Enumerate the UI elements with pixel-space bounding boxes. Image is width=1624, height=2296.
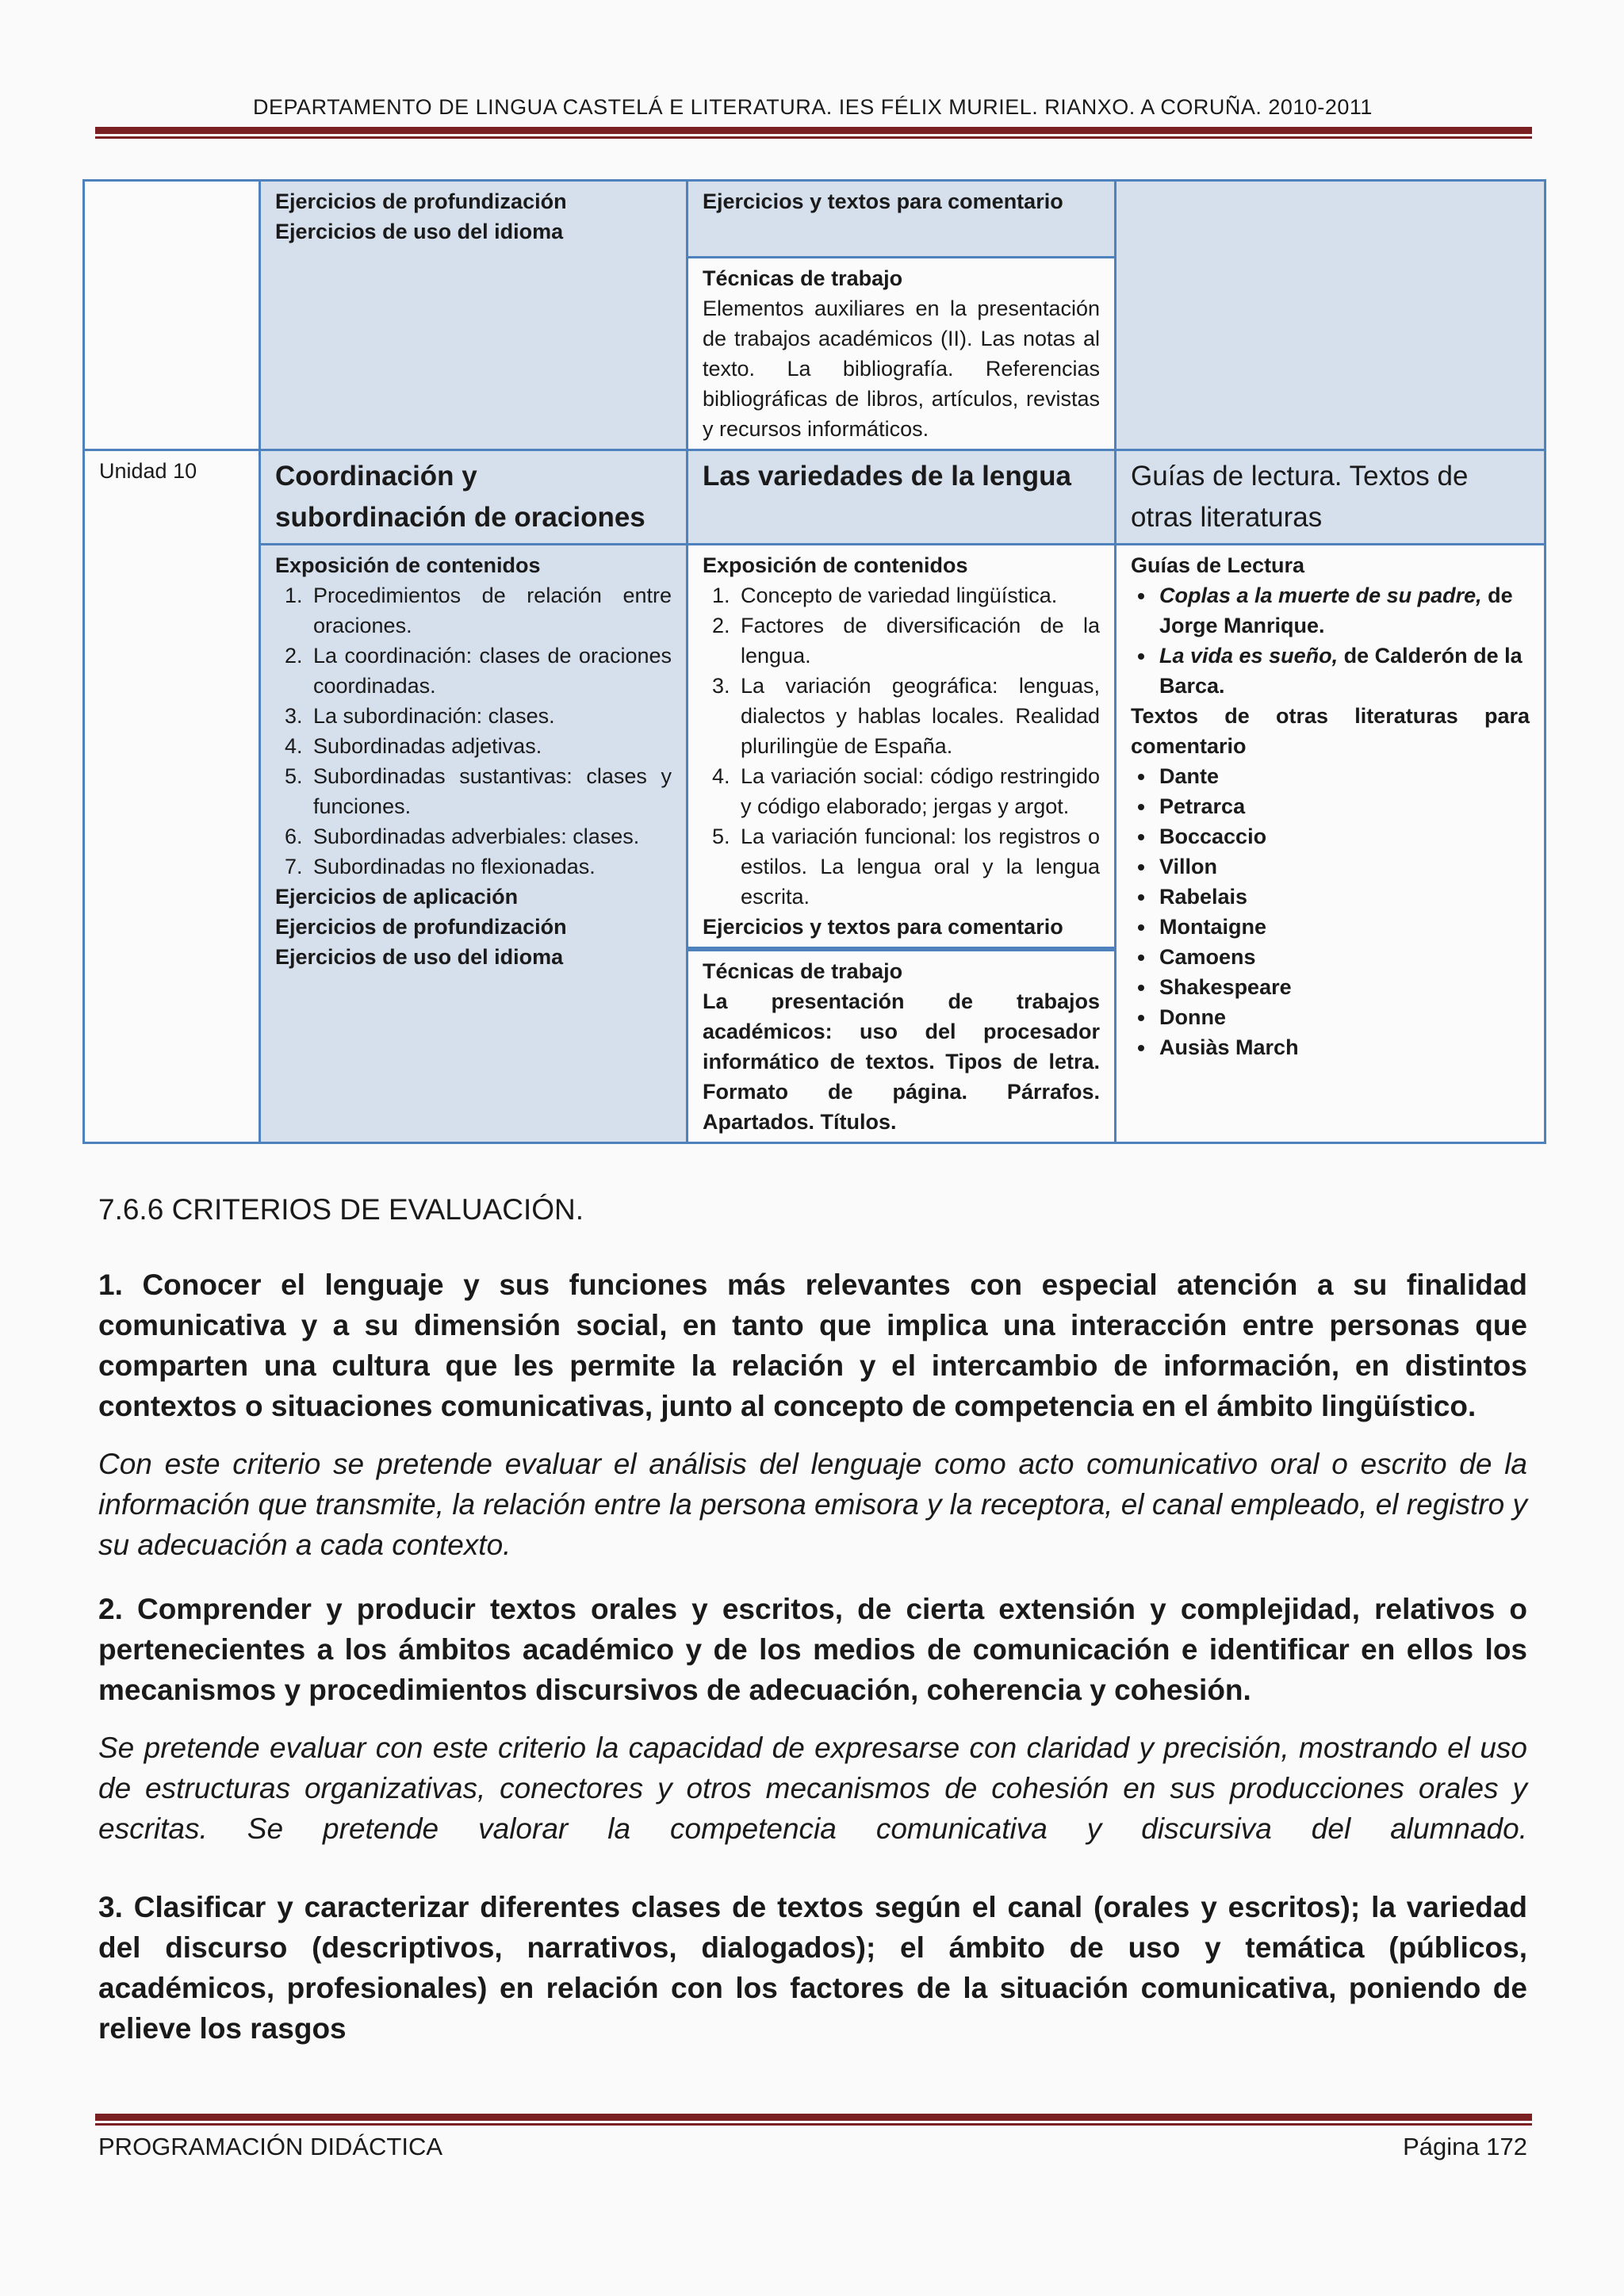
section-heading: 7.6.6 CRITERIOS DE EVALUACIÓN. xyxy=(98,1193,584,1226)
author-item: • Villon xyxy=(1156,851,1530,882)
footer-title: PROGRAMACIÓN DIDÁCTICA xyxy=(98,2133,443,2160)
page-footer xyxy=(98,2133,1527,2161)
document-body xyxy=(98,1189,1527,2066)
reading-guide-item: • La vida es sueño, de Calderón de la Barca. xyxy=(1156,641,1530,701)
list-item: 3. La subordinación: clases. xyxy=(308,701,672,731)
reading-guide-item: • Coplas a la muerte de su padre, de Jorge Manrique. xyxy=(1156,580,1530,641)
unit-col3-title: Las variedades de la lengua xyxy=(688,450,1116,545)
list-item: 6. Subordinadas adverbiales: clases. xyxy=(308,821,672,851)
top-col3-a: Ejercicios y textos para comentario xyxy=(688,181,1116,258)
unit-label: Unidad 10 xyxy=(84,450,260,1143)
table-row xyxy=(84,181,1545,258)
author-item: • Dante xyxy=(1156,761,1530,791)
page-number: Página 172 xyxy=(1403,2133,1527,2160)
list-item: 5. La variación funcional: los registros o estilos. La lengua oral y la lengua escrita. xyxy=(736,821,1100,912)
criterion-description: Se pretende evaluar con este criterio la capacidad de expresarse con claridad y precisión, mostrando el uso de estructuras organizativas, conectores y otros mecanismos de cohesión en sus producciones orales y escritas. Se pretende valorar la competencia comunicativa y discursiva del alumnado. xyxy=(98,1732,1527,1845)
unit-cell-empty xyxy=(84,181,260,450)
author-item: • Petrarca xyxy=(1156,791,1530,821)
author-item: • Montaigne xyxy=(1156,912,1530,942)
table-row xyxy=(84,545,1545,950)
unit-col2-contents: Exposición de contenidos 1. Procedimientos de relación entre oraciones. 2. La coordinación: clases de oraciones coordinadas. 3. La subordinación: clases. 4. Subordinadas adjetivas. 5. Subordinadas sustantivas: clases y funciones. 6. Subordinadas adverbiales: clases. 7. Subordinadas no flexionadas. Ejercicios de aplicación Ejercicios de profundización Ejercicios de uso del idioma xyxy=(260,545,688,1143)
list-item: 2. Factores de diversificación de la lengua. xyxy=(736,610,1100,671)
list-item: 1. Procedimientos de relación entre oraciones. xyxy=(308,580,672,641)
list-item: 3. La variación geográfica: lenguas, dialectos y hablas locales. Realidad plurilingüe de España. xyxy=(736,671,1100,761)
units-table xyxy=(82,179,1546,1144)
top-col3-b: Técnicas de trabajo Elementos auxiliares en la presentación de trabajos académicos (II). Las notas al texto. La bibliografía. Referencias bibliográficas de libros, artículos, revistas y recursos informáticos. xyxy=(688,258,1116,450)
author-item: • Ausiàs March xyxy=(1156,1032,1530,1062)
criterion-title: 1. Conocer el lenguaje y sus funciones más relevantes con especial atención a su finalidad comunicativa y a su dimensión social, en tanto que implica una interacción entre personas que comparten una cultura que les permite la relación y el intercambio de información, en distintos contextos o situaciones comunicativas, junto al concepto de competencia en el ámbito lingüístico. xyxy=(98,1269,1527,1422)
list-item: 5. Subordinadas sustantivas: clases y funciones. xyxy=(308,761,672,821)
author-item: • Rabelais xyxy=(1156,882,1530,912)
author-item: • Boccaccio xyxy=(1156,821,1530,851)
list-item: 4. Subordinadas adjetivas. xyxy=(308,731,672,761)
unit-col2-title: Coordinación y subordinación de oraciones xyxy=(260,450,688,545)
list-item: 7. Subordinadas no flexionadas. xyxy=(308,851,672,882)
criterion-description: Con este criterio se pretende evaluar el análisis del lenguaje como acto comunicativo oral o escrito de la información que transmite, la relación entre la persona emisora y la receptora, el canal empleado, el registro y su adecuación a cada contexto. xyxy=(98,1448,1527,1561)
page-header: DEPARTAMENTO DE LINGUA CASTELÁ E LITERATURA. IES FÉLIX MURIEL. RIANXO. A CORUÑA. 2010-2011 xyxy=(253,95,1373,119)
author-item: • Donne xyxy=(1156,1002,1530,1032)
top-col2-cell: Ejercicios de profundización Ejercicios de uso del idioma xyxy=(260,181,688,450)
criterion-title: 2. Comprender y producir textos orales y escritos, de cierta extensión y complejidad, relativos o pertenecientes a los ámbitos académico y de los medios de comunicación e identificar en ellos los mecanismos y procedimientos discursivos de adecuación, coherencia y cohesión. xyxy=(98,1593,1527,1706)
table-row xyxy=(84,450,1545,545)
header-rule xyxy=(95,127,1532,139)
unit-col4-contents: Guías de Lectura • Coplas a la muerte de su padre, de Jorge Manrique. • La vida es sueño, de Calderón de la Barca. Textos de otras literaturas para comentario • Dante • Petrarca • Boccaccio • Villon • Rabelais • Montaigne • Camoens • Shakespeare • Donne • Ausiàs March xyxy=(1116,545,1545,1143)
unit-col3-techniques: Técnicas de trabajo La presentación de trabajos académicos: uso del procesador informático de textos. Tipos de letra. Formato de página. Párrafos. Apartados. Títulos. xyxy=(688,949,1116,1143)
footer-rule xyxy=(95,2114,1532,2126)
criterion-title: 3. Clasificar y caracterizar diferentes clases de textos según el canal (orales y escritos); la variedad del discurso (descriptivos, narrativos, dialogados); el ámbito de uso y temática (públicos, académicos, profesionales) en relación con los factores de la situación comunicativa, poniendo de relieve los rasgos xyxy=(98,1891,1527,2045)
top-col4-cell xyxy=(1116,181,1545,450)
list-item: 1. Concepto de variedad lingüística. xyxy=(736,580,1100,610)
list-item: 2. La coordinación: clases de oraciones coordinadas. xyxy=(308,641,672,701)
unit-col3-contents: Exposición de contenidos 1. Concepto de variedad lingüística. 2. Factores de diversificación de la lengua. 3. La variación geográfica: lenguas, dialectos y hablas locales. Realidad plurilingüe de España. 4. La variación social: código restringido y código elaborado; jergas y argot. 5. La variación funcional: los registros o estilos. La lengua oral y la lengua escrita. Ejercicios y textos para comentario xyxy=(688,545,1116,950)
author-item: • Shakespeare xyxy=(1156,972,1530,1002)
unit-col4-title: Guías de lectura. Textos de otras literaturas xyxy=(1116,450,1545,545)
author-item: • Camoens xyxy=(1156,942,1530,972)
list-item: 4. La variación social: código restringido y código elaborado; jergas y argot. xyxy=(736,761,1100,821)
